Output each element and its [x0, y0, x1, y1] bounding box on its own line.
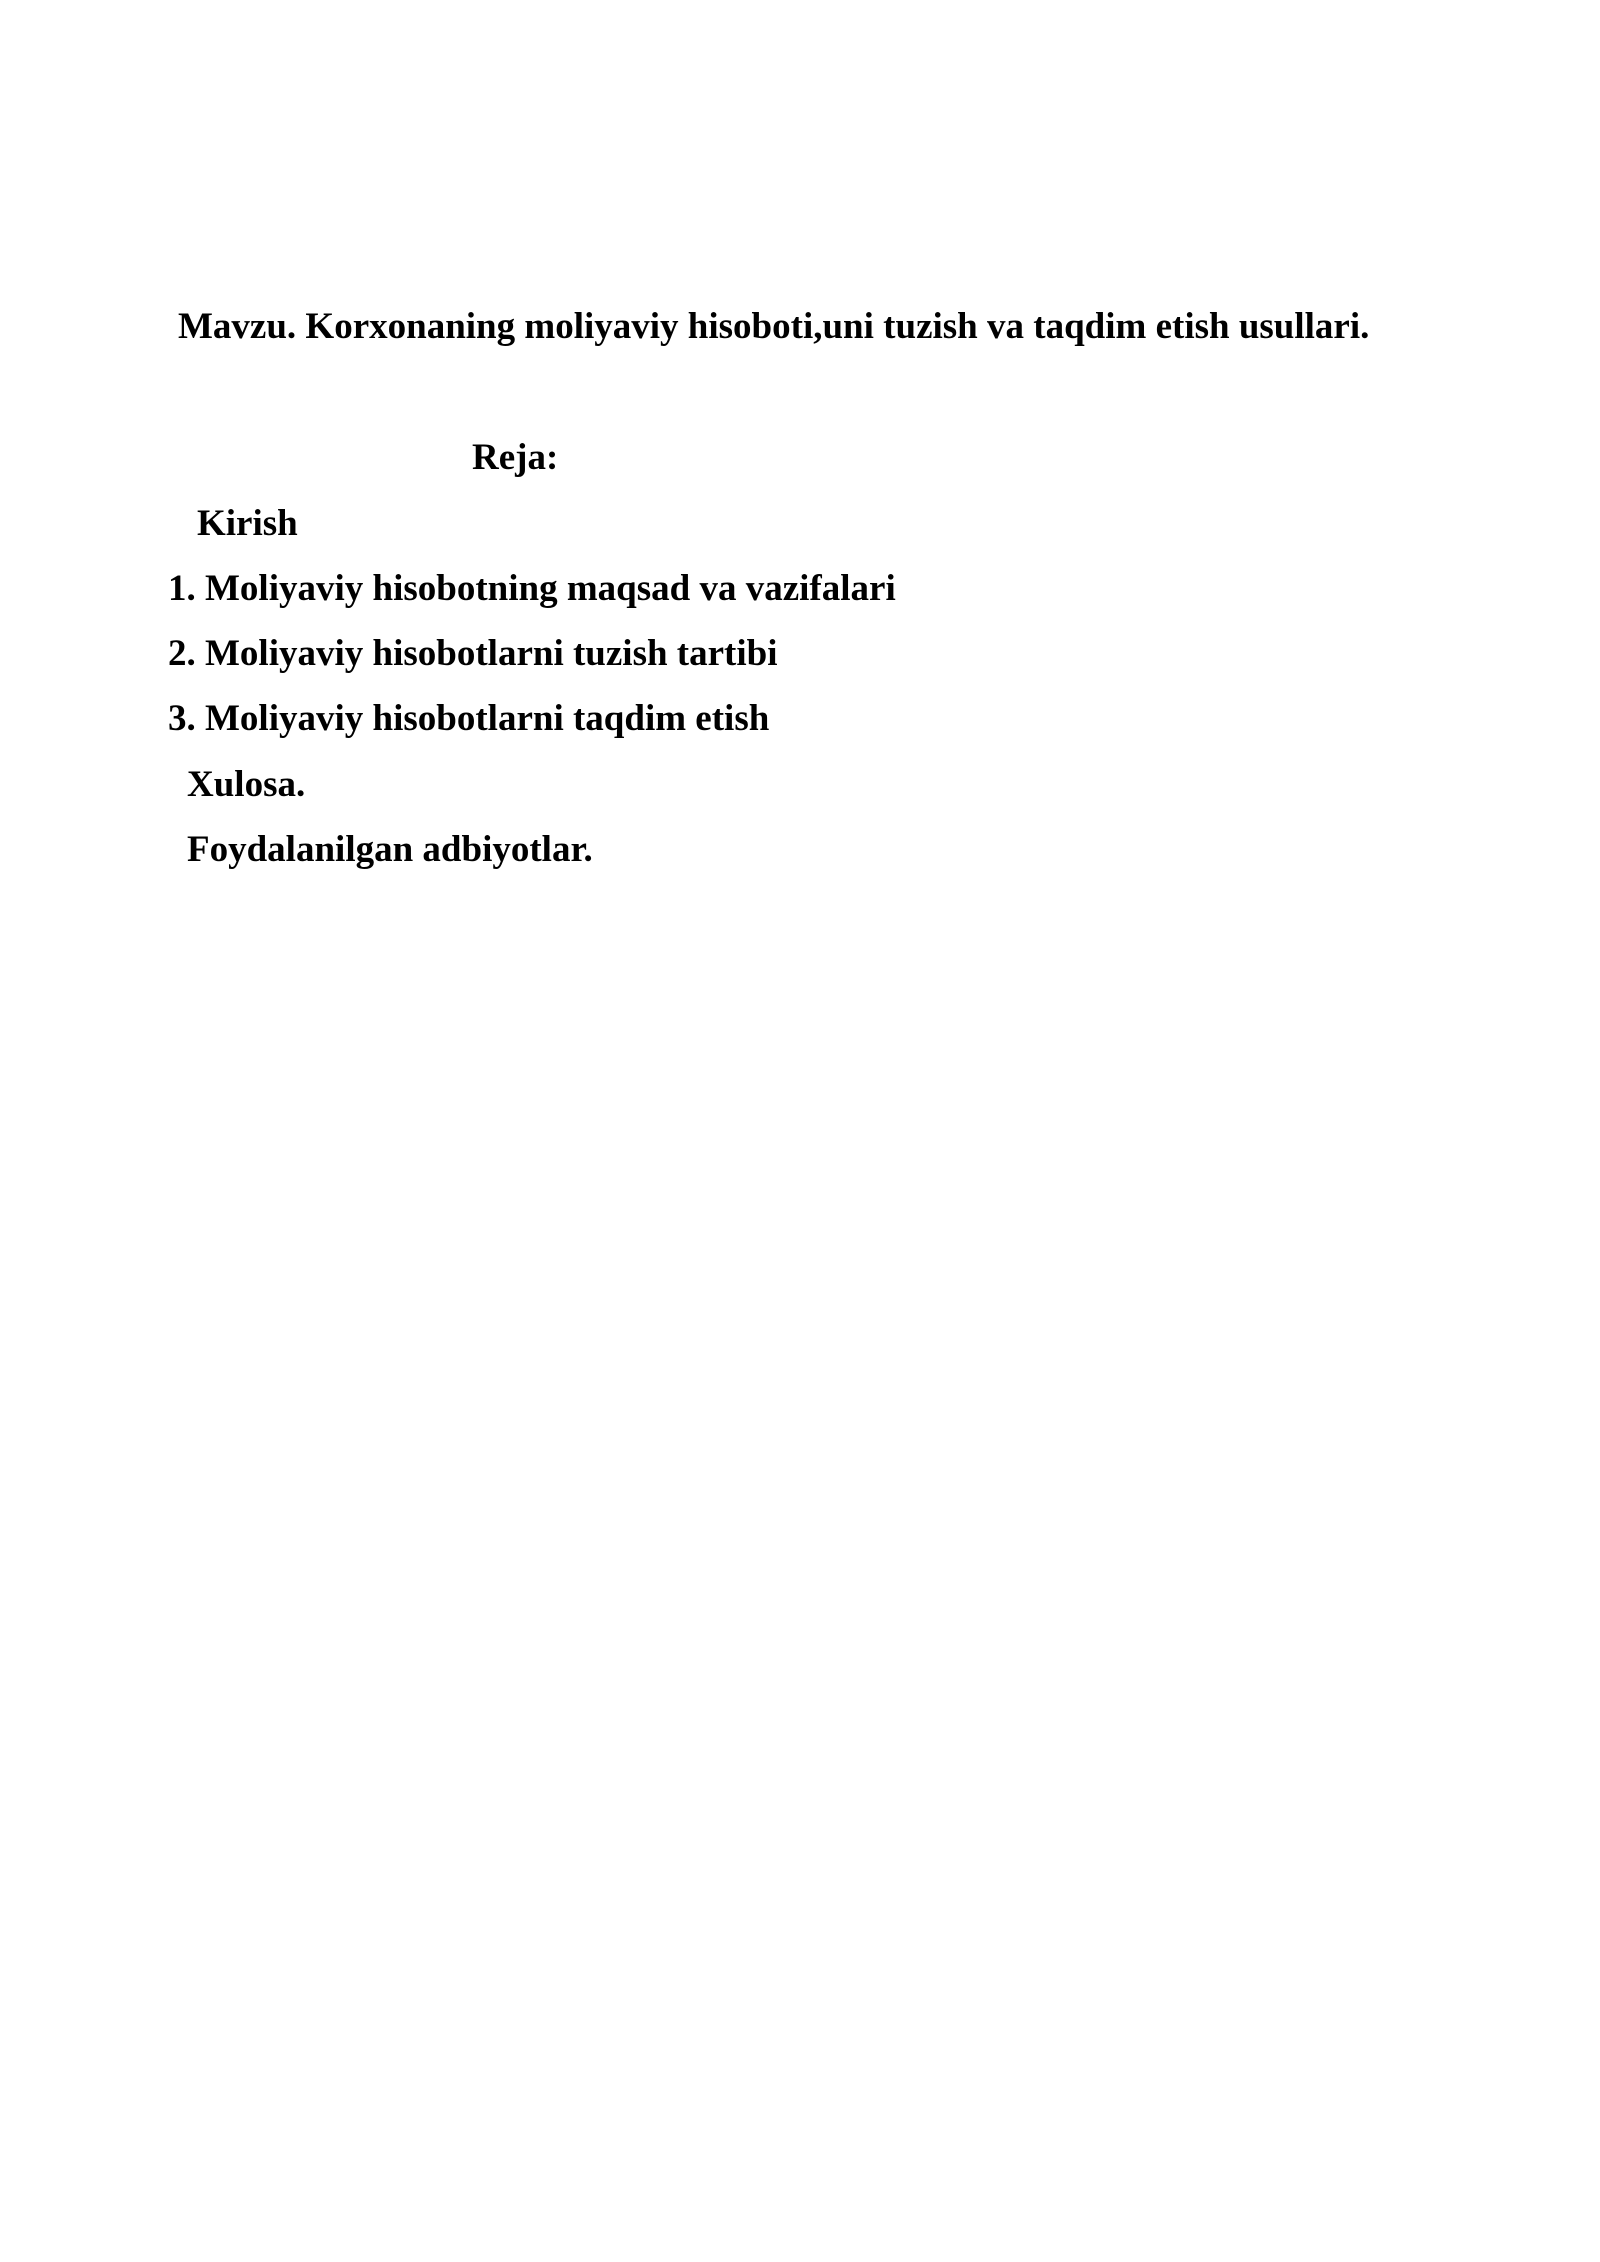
- plan-item-references: Foydalanilgan adbiyotlar.: [187, 829, 593, 870]
- plan-item-conclusion: Xulosa.: [187, 764, 306, 805]
- document-title: Mavzu. Korxonaning moliyaviy hisoboti,uni tuzish va taqdim etish usullari.: [178, 306, 1370, 347]
- plan-item: 3. Moliyaviy hisobotlarni taqdim etish: [168, 698, 770, 739]
- plan-heading: Reja:: [472, 437, 559, 478]
- plan-item-intro: Kirish: [197, 503, 298, 544]
- plan-item: 2. Moliyaviy hisobotlarni tuzish tartibi: [168, 633, 778, 674]
- plan-item: 1. Moliyaviy hisobotning maqsad va vazifalari: [168, 568, 896, 609]
